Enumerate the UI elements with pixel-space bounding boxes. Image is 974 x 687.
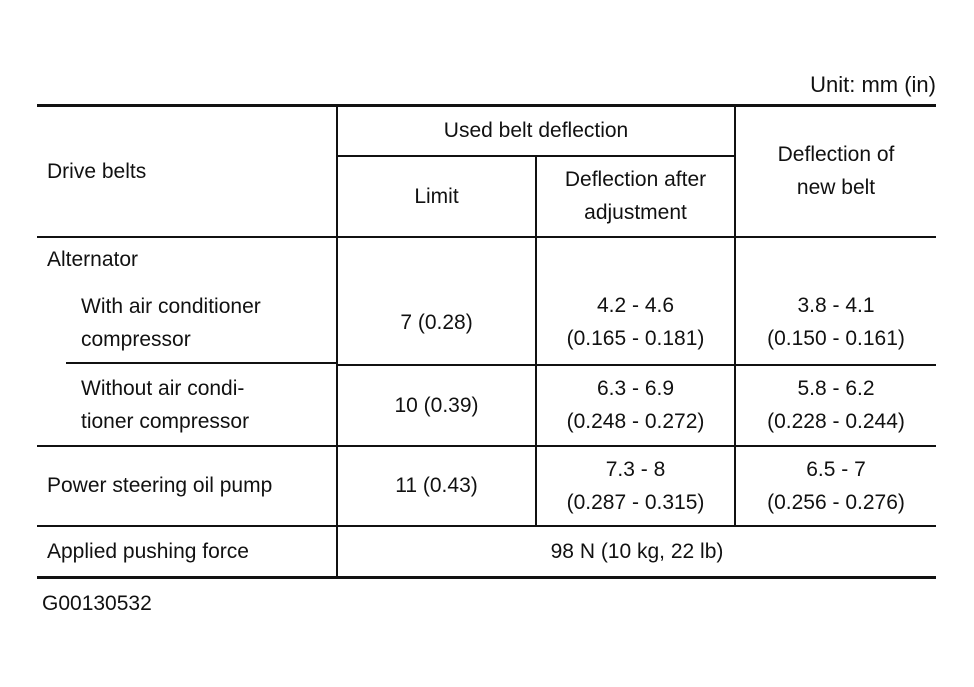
- row-label-pushing-force: Applied pushing force: [37, 526, 337, 578]
- header-limit: Limit: [337, 156, 536, 237]
- cell-with-ac-new: 3.8 - 4.1 (0.150 - 0.161): [735, 281, 936, 365]
- drive-belt-deflection-table: [37, 104, 936, 579]
- unit-label: Unit: mm (in): [810, 72, 936, 97]
- header-used-belt-deflection: Used belt deflection: [337, 106, 735, 156]
- cell-with-ac-after: 4.2 - 4.6 (0.165 - 0.181): [536, 281, 735, 365]
- row-label-power-steering: Power steering oil pump: [37, 446, 337, 526]
- row-label-with-ac: With air conditioner compressor: [81, 294, 261, 351]
- cell-without-ac-after: 6.3 - 6.9 (0.248 - 0.272): [536, 365, 735, 446]
- cell-without-ac-limit: 10 (0.39): [337, 365, 536, 446]
- cell-power-steering-after: 7.3 - 8 (0.287 - 0.315): [536, 446, 735, 526]
- cell-with-ac-limit: 7 (0.28): [337, 281, 536, 365]
- cell-power-steering-limit: 11 (0.43): [337, 446, 536, 526]
- row-label-alternator: Alternator: [37, 237, 337, 281]
- figure-code: G00130532: [42, 592, 152, 615]
- header-drive-belts: Drive belts: [47, 159, 147, 183]
- row-divider-indented: [66, 362, 337, 364]
- cell-power-steering-new: 6.5 - 7 (0.256 - 0.276): [735, 446, 936, 526]
- header-deflection-of-new-belt: Deflection of new belt: [735, 106, 936, 237]
- header-deflection-after-adjustment: Deflection after adjustment: [536, 156, 735, 237]
- cell-without-ac-new: 5.8 - 6.2 (0.228 - 0.244): [735, 365, 936, 446]
- row-label-without-ac: Without air condi- tioner compressor: [81, 376, 250, 433]
- cell-pushing-force-value: 98 N (10 kg, 22 lb): [337, 526, 936, 578]
